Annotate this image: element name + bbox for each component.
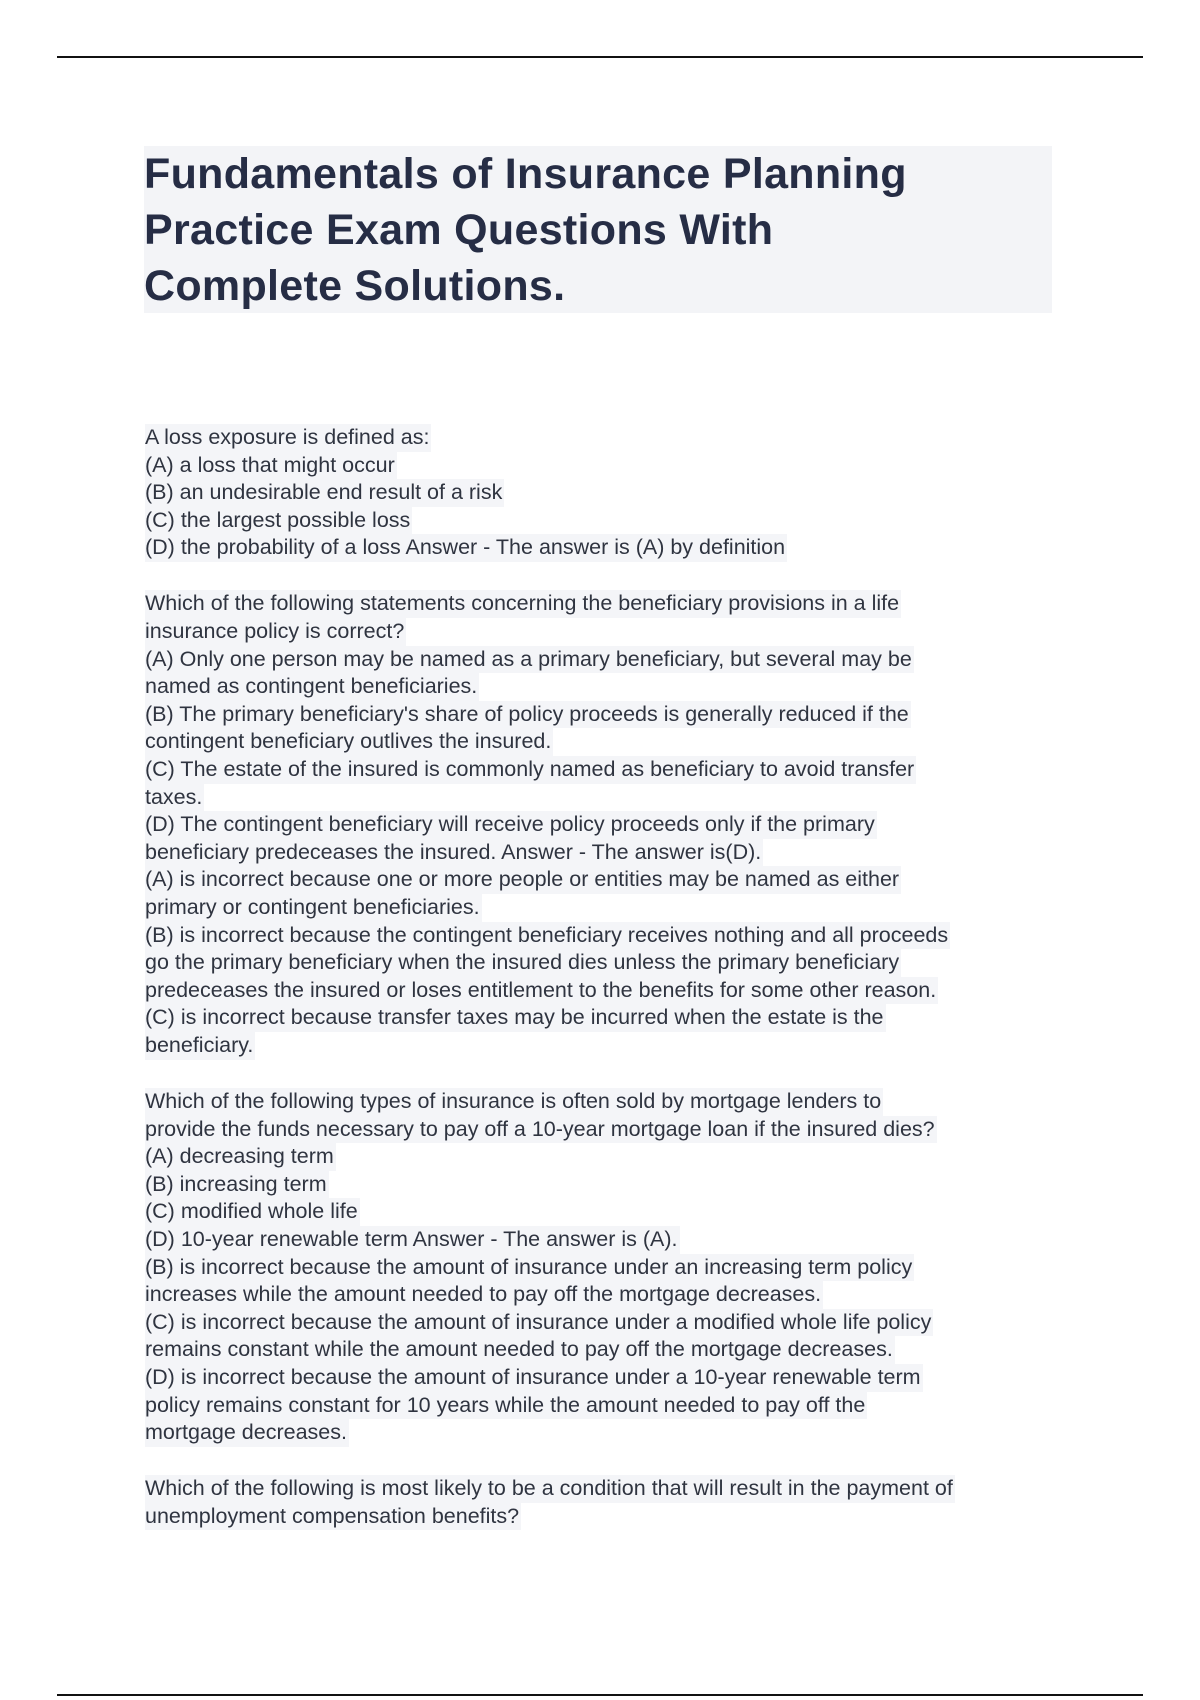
question-text-line bbox=[145, 424, 1075, 452]
question-text-line bbox=[145, 646, 1075, 674]
question-block bbox=[145, 590, 1075, 1059]
question-text: (C) the largest possible loss bbox=[145, 507, 412, 535]
question-text-line bbox=[145, 1503, 1075, 1531]
title-line: Fundamentals of Insurance Planning bbox=[144, 150, 907, 198]
question-text: unemployment compensation benefits? bbox=[145, 1503, 521, 1531]
question-text: remains constant while the amount needed to pay off the mortgage decreases. bbox=[145, 1336, 895, 1364]
bottom-divider bbox=[57, 1694, 1143, 1696]
question-text: (D) the probability of a loss Answer - The answer is (A) by definition bbox=[145, 534, 787, 562]
question-text: mortgage decreases. bbox=[145, 1419, 349, 1447]
question-text: (A) is incorrect because one or more people or entities may be named as either bbox=[145, 866, 901, 894]
question-text-line bbox=[145, 949, 1075, 977]
question-text-line bbox=[145, 452, 1075, 480]
question-text-line bbox=[145, 590, 1075, 618]
question-text-line bbox=[145, 1198, 1075, 1226]
question-text: (B) The primary beneficiary's share of policy proceeds is generally reduced if the bbox=[145, 701, 911, 729]
question-text: (B) an undesirable end result of a risk bbox=[145, 479, 504, 507]
question-text: (C) modified whole life bbox=[145, 1198, 360, 1226]
question-text: (C) is incorrect because transfer taxes may be incurred when the estate is the bbox=[145, 1004, 886, 1032]
question-text-line bbox=[145, 1336, 1075, 1364]
question-text: (B) increasing term bbox=[145, 1171, 329, 1199]
question-text: (D) 10-year renewable term Answer - The answer is (A). bbox=[145, 1226, 680, 1254]
question-text: (B) is incorrect because the contingent beneficiary receives nothing and all proceeds bbox=[145, 922, 950, 950]
question-text-line bbox=[145, 977, 1075, 1005]
question-text: (C) The estate of the insured is commonly named as beneficiary to avoid transfer bbox=[145, 756, 916, 784]
question-text: contingent beneficiary outlives the insured. bbox=[145, 728, 553, 756]
question-text-line bbox=[145, 1143, 1075, 1171]
question-text-line bbox=[145, 507, 1075, 535]
question-text: Which of the following is most likely to be a condition that will result in the payment of bbox=[145, 1475, 955, 1503]
question-text: (B) is incorrect because the amount of insurance under an increasing term policy bbox=[145, 1254, 914, 1282]
question-text-line bbox=[145, 1475, 1075, 1503]
question-text-line bbox=[145, 784, 1075, 812]
question-text-line bbox=[145, 534, 1075, 562]
question-text: A loss exposure is defined as: bbox=[145, 424, 431, 452]
question-text: (A) Only one person may be named as a primary beneficiary, but several may be bbox=[145, 646, 914, 674]
question-text-line bbox=[145, 756, 1075, 784]
question-text-line bbox=[145, 618, 1075, 646]
question-block bbox=[145, 1088, 1075, 1447]
question-text-line bbox=[145, 701, 1075, 729]
question-text: (D) The contingent beneficiary will receive policy proceeds only if the primary bbox=[145, 811, 877, 839]
question-text-line bbox=[145, 1171, 1075, 1199]
question-text: increases while the amount needed to pay off the mortgage decreases. bbox=[145, 1281, 823, 1309]
question-text-line bbox=[145, 1309, 1075, 1337]
question-text: named as contingent beneficiaries. bbox=[145, 673, 479, 701]
question-text: provide the funds necessary to pay off a 10-year mortgage loan if the insured dies? bbox=[145, 1116, 937, 1144]
question-text: (A) a loss that might occur bbox=[145, 452, 397, 480]
question-text-line bbox=[145, 811, 1075, 839]
question-text: (A) decreasing term bbox=[145, 1143, 336, 1171]
question-block bbox=[145, 1475, 1075, 1530]
question-text-line bbox=[145, 839, 1075, 867]
question-text-line bbox=[145, 1281, 1075, 1309]
question-text-line bbox=[145, 1392, 1075, 1420]
question-text: beneficiary. bbox=[145, 1032, 255, 1060]
question-text-line bbox=[145, 1364, 1075, 1392]
title-line: Complete Solutions. bbox=[144, 262, 566, 310]
question-text: taxes. bbox=[145, 784, 204, 812]
title-line: Practice Exam Questions With bbox=[144, 206, 774, 254]
question-text-line bbox=[145, 1088, 1075, 1116]
question-text-line bbox=[145, 1254, 1075, 1282]
question-text: policy remains constant for 10 years while the amount needed to pay off the bbox=[145, 1392, 867, 1420]
question-text-line bbox=[145, 479, 1075, 507]
question-text-line bbox=[145, 728, 1075, 756]
question-text: (D) is incorrect because the amount of insurance under a 10-year renewable term bbox=[145, 1364, 923, 1392]
question-text: Which of the following statements concerning the beneficiary provisions in a life bbox=[145, 590, 901, 618]
question-text-line bbox=[145, 1032, 1075, 1060]
question-text: primary or contingent beneficiaries. bbox=[145, 894, 482, 922]
question-text-line bbox=[145, 1419, 1075, 1447]
question-list bbox=[145, 424, 1075, 1559]
question-text-line bbox=[145, 1116, 1075, 1144]
question-text: (C) is incorrect because the amount of insurance under a modified whole life policy bbox=[145, 1309, 933, 1337]
page-title bbox=[144, 146, 1052, 314]
question-text: go the primary beneficiary when the insured dies unless the primary beneficiary bbox=[145, 949, 901, 977]
question-text: beneficiary predeceases the insured. Answer - The answer is(D). bbox=[145, 839, 763, 867]
top-divider bbox=[57, 56, 1143, 58]
question-text-line bbox=[145, 866, 1075, 894]
question-text: insurance policy is correct? bbox=[145, 618, 406, 646]
question-text: predeceases the insured or loses entitlement to the benefits for some other reason. bbox=[145, 977, 938, 1005]
question-text-line bbox=[145, 1004, 1075, 1032]
title-block bbox=[144, 146, 1052, 313]
question-text-line bbox=[145, 922, 1075, 950]
question-block bbox=[145, 424, 1075, 562]
question-text-line bbox=[145, 673, 1075, 701]
question-text-line bbox=[145, 1226, 1075, 1254]
question-text-line bbox=[145, 894, 1075, 922]
question-text: Which of the following types of insurance is often sold by mortgage lenders to bbox=[145, 1088, 883, 1116]
